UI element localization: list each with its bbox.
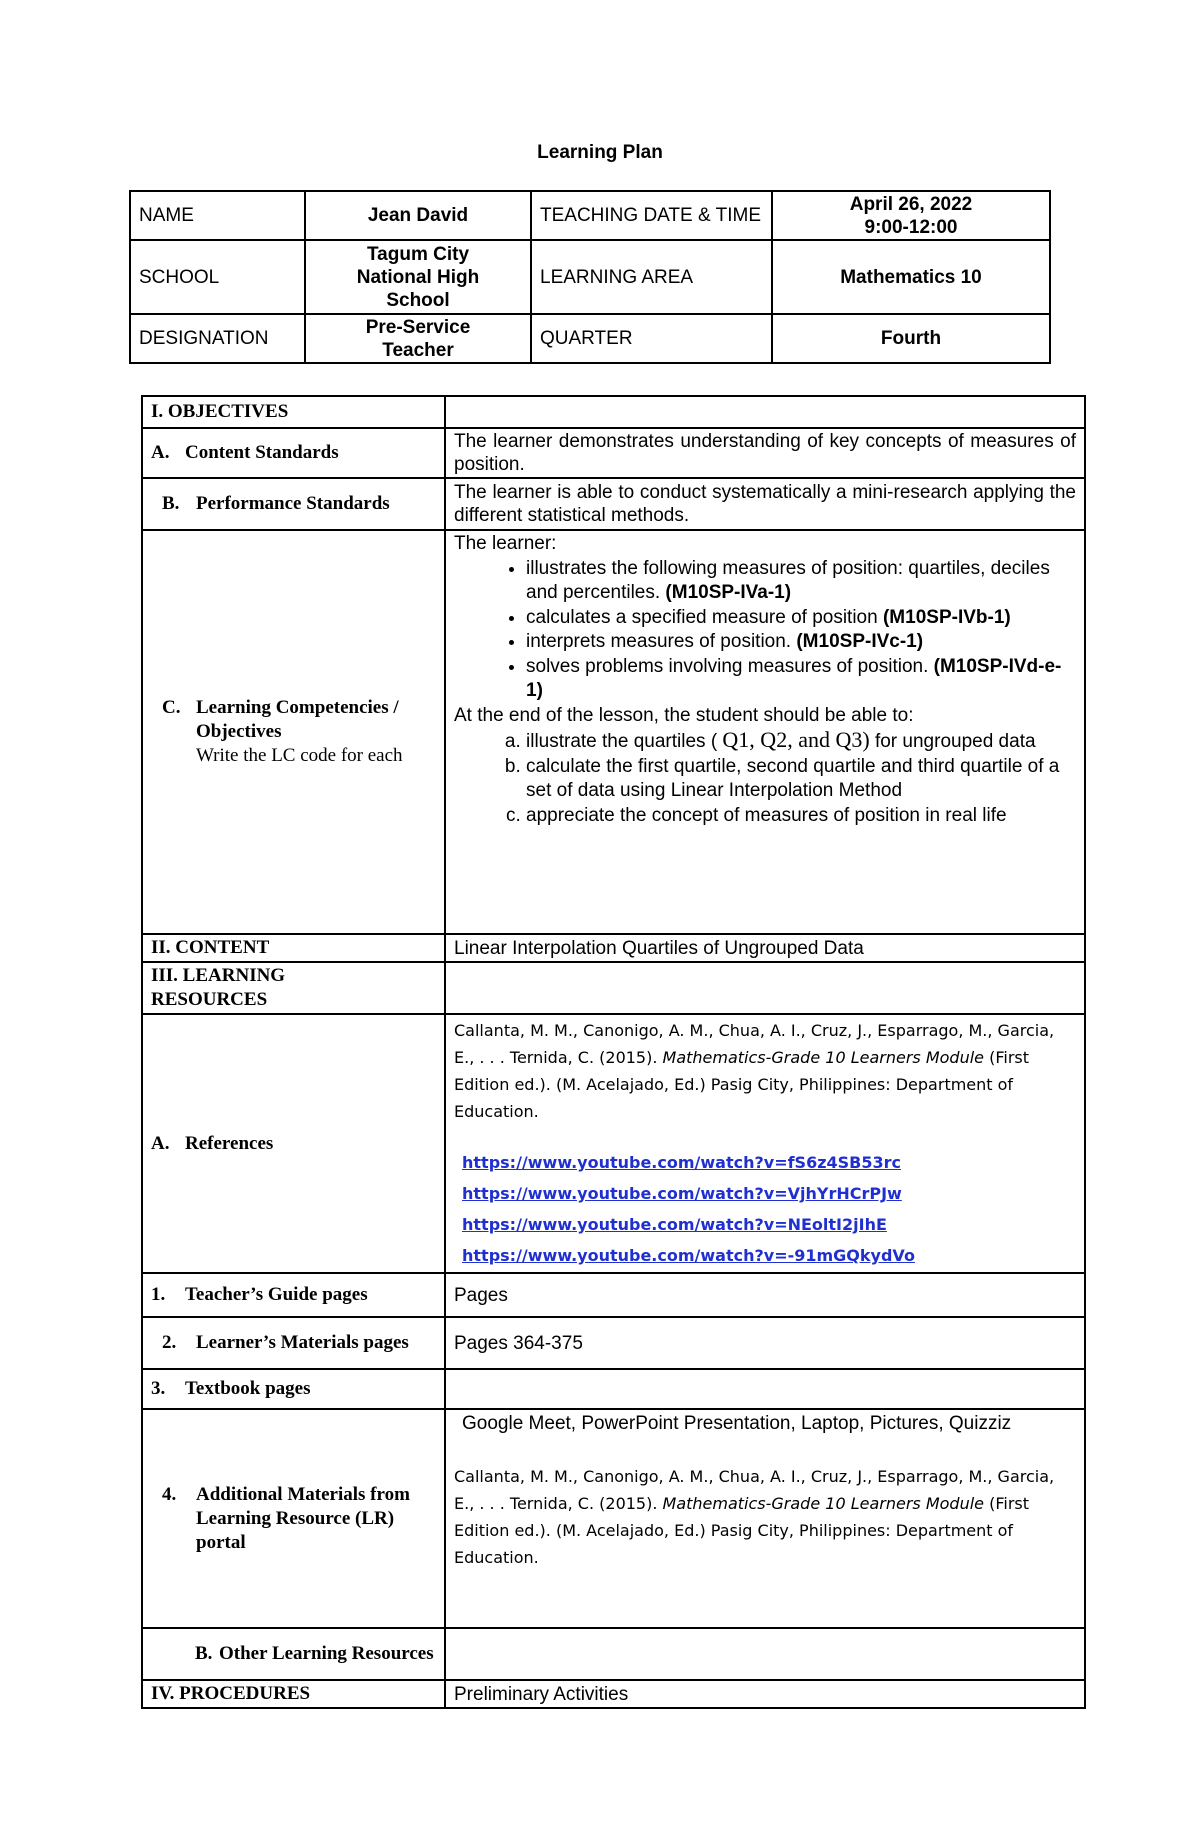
resources-empty-cell bbox=[445, 962, 1085, 1014]
reference-citation: Callanta, M. M., Canonigo, A. M., Chua, A. I., Cruz, J., Esparrago, M., Garcia, E., . . . Ternida, C. (2015). Mathematics-Grade 10 Learners Module (First Edition ed.). (M. Acelajado, Ed.) Pasig City, Philippines: Department of Education. bbox=[454, 1021, 1055, 1121]
procedures-text: Preliminary Activities bbox=[445, 1680, 1085, 1708]
reference-link[interactable]: https://www.youtube.com/watch?v=fS6z4SB53rc bbox=[462, 1153, 902, 1172]
document-title: Learning Plan bbox=[537, 142, 663, 163]
competencies-row bbox=[142, 530, 1085, 934]
name-label: NAME bbox=[130, 191, 305, 240]
content-standards-row bbox=[142, 428, 1085, 478]
competencies-intro: The learner: bbox=[454, 533, 557, 554]
objectives-row bbox=[142, 396, 1085, 428]
list-item: • solves problems involving measures of position. (M10SP-IVd-e-1) bbox=[526, 655, 1076, 704]
teachers-guide-row bbox=[142, 1273, 1085, 1317]
competencies-content bbox=[445, 530, 1085, 934]
lesson-objectives-intro: At the end of the lesson, the student should be able to: bbox=[454, 704, 914, 726]
learning-plan-table bbox=[141, 395, 1086, 1709]
additional-materials-list: Google Meet, PowerPoint Presentation, Laptop, Pictures, Quizziz bbox=[462, 1413, 1012, 1434]
school-value: Tagum City National High School bbox=[305, 240, 531, 314]
teaching-date-value bbox=[772, 191, 1050, 240]
other-resources-label: B. Other Learning Resources bbox=[142, 1628, 445, 1680]
references-label: A. References bbox=[142, 1014, 445, 1273]
designation-value: Pre-Service Teacher bbox=[305, 314, 531, 363]
list-item: • illustrates the following measures of position: quartiles, deciles and percentiles. (M10SP-IVa-1) bbox=[526, 557, 1076, 606]
resources-row bbox=[142, 962, 1085, 1014]
content-standards-label: A. Content Standards bbox=[142, 428, 445, 478]
textbook-value bbox=[445, 1369, 1085, 1409]
learners-materials-value: Pages 364-375 bbox=[445, 1317, 1085, 1369]
teacher-info-table bbox=[129, 190, 1051, 364]
additional-materials-row bbox=[142, 1409, 1085, 1628]
lesson-objectives-list bbox=[454, 728, 1076, 828]
additional-materials-content bbox=[445, 1409, 1085, 1628]
list-item: • calculates a specified measure of position (M10SP-IVb-1) bbox=[526, 606, 1076, 631]
school-row bbox=[130, 240, 1050, 314]
school-label: SCHOOL bbox=[130, 240, 305, 314]
performance-standards-label: B. Performance Standards bbox=[142, 478, 445, 530]
objectives-heading: I. OBJECTIVES bbox=[142, 396, 445, 428]
teachers-guide-label: 1. Teacher’s Guide pages bbox=[142, 1273, 445, 1317]
quarter-label: QUARTER bbox=[531, 314, 772, 363]
learning-area-label: LEARNING AREA bbox=[531, 240, 772, 314]
textbook-row bbox=[142, 1369, 1085, 1409]
competencies-label: C. Learning Competencies / Objectives Write the LC code for each bbox=[142, 530, 445, 934]
teaching-time: 9:00-12:00 bbox=[864, 216, 958, 238]
references-row bbox=[142, 1014, 1085, 1273]
designation-label: DESIGNATION bbox=[130, 314, 305, 363]
quarter-value: Fourth bbox=[772, 314, 1050, 363]
reference-link[interactable]: https://www.youtube.com/watch?v=-91mGQkydVo bbox=[462, 1246, 915, 1265]
additional-materials-label: 4. Additional Materials from Learning Resource (LR) portal bbox=[142, 1409, 445, 1628]
textbook-label: 3. Textbook pages bbox=[142, 1369, 445, 1409]
objectives-empty-cell bbox=[445, 396, 1085, 428]
content-text: Linear Interpolation Quartiles of Ungrouped Data bbox=[445, 934, 1085, 962]
name-value: Jean David bbox=[305, 191, 531, 240]
other-resources-row bbox=[142, 1628, 1085, 1680]
list-item: c. appreciate the concept of measures of position in real life bbox=[526, 804, 1076, 829]
list-item: a. illustrate the quartiles ( Q1, Q2, and Q3) for ungrouped data bbox=[526, 728, 1076, 755]
content-standards-text: The learner demonstrates understanding of key concepts of measures of position. bbox=[445, 428, 1085, 478]
references-content bbox=[445, 1014, 1085, 1273]
teaching-date: April 26, 2022 bbox=[849, 193, 973, 215]
teaching-date-label: TEACHING DATE & TIME bbox=[531, 191, 772, 240]
list-item: b. calculate the first quartile, second quartile and third quartile of a set of data using Linear Interpolation Method bbox=[526, 755, 1076, 804]
reference-link[interactable]: https://www.youtube.com/watch?v=VjhYrHCrPJw bbox=[462, 1184, 902, 1203]
competencies-note: Write the LC code for each bbox=[196, 745, 403, 766]
name-row bbox=[130, 191, 1050, 240]
designation-row bbox=[130, 314, 1050, 363]
reference-link[interactable]: https://www.youtube.com/watch?v=NEoltI2jIhE bbox=[462, 1215, 887, 1234]
performance-standards-text: The learner is able to conduct systematically a mini-research applying the different statistical methods. bbox=[445, 478, 1085, 530]
learners-materials-row bbox=[142, 1317, 1085, 1369]
learners-materials-label: 2. Learner’s Materials pages bbox=[142, 1317, 445, 1369]
list-item: • interprets measures of position. (M10SP-IVc-1) bbox=[526, 630, 1076, 655]
performance-standards-row bbox=[142, 478, 1085, 530]
procedures-heading: IV. PROCEDURES bbox=[142, 1680, 445, 1708]
additional-citation: Callanta, M. M., Canonigo, A. M., Chua, A. I., Cruz, J., Esparrago, M., Garcia, E., . . . Ternida, C. (2015). Mathematics-Grade 10 Learners Module (First Edition ed.). (M. Acelajado, Ed.) Pasig City, Philippines: Department of Education. bbox=[454, 1467, 1055, 1567]
procedures-row bbox=[142, 1680, 1085, 1708]
content-row bbox=[142, 934, 1085, 962]
competency-list bbox=[454, 557, 1076, 704]
teachers-guide-value: Pages bbox=[445, 1273, 1085, 1317]
content-heading: II. CONTENT bbox=[142, 934, 445, 962]
resources-heading: III. LEARNING RESOURCES bbox=[142, 962, 445, 1014]
learning-area-value: Mathematics 10 bbox=[772, 240, 1050, 314]
other-resources-empty-cell bbox=[445, 1628, 1085, 1680]
